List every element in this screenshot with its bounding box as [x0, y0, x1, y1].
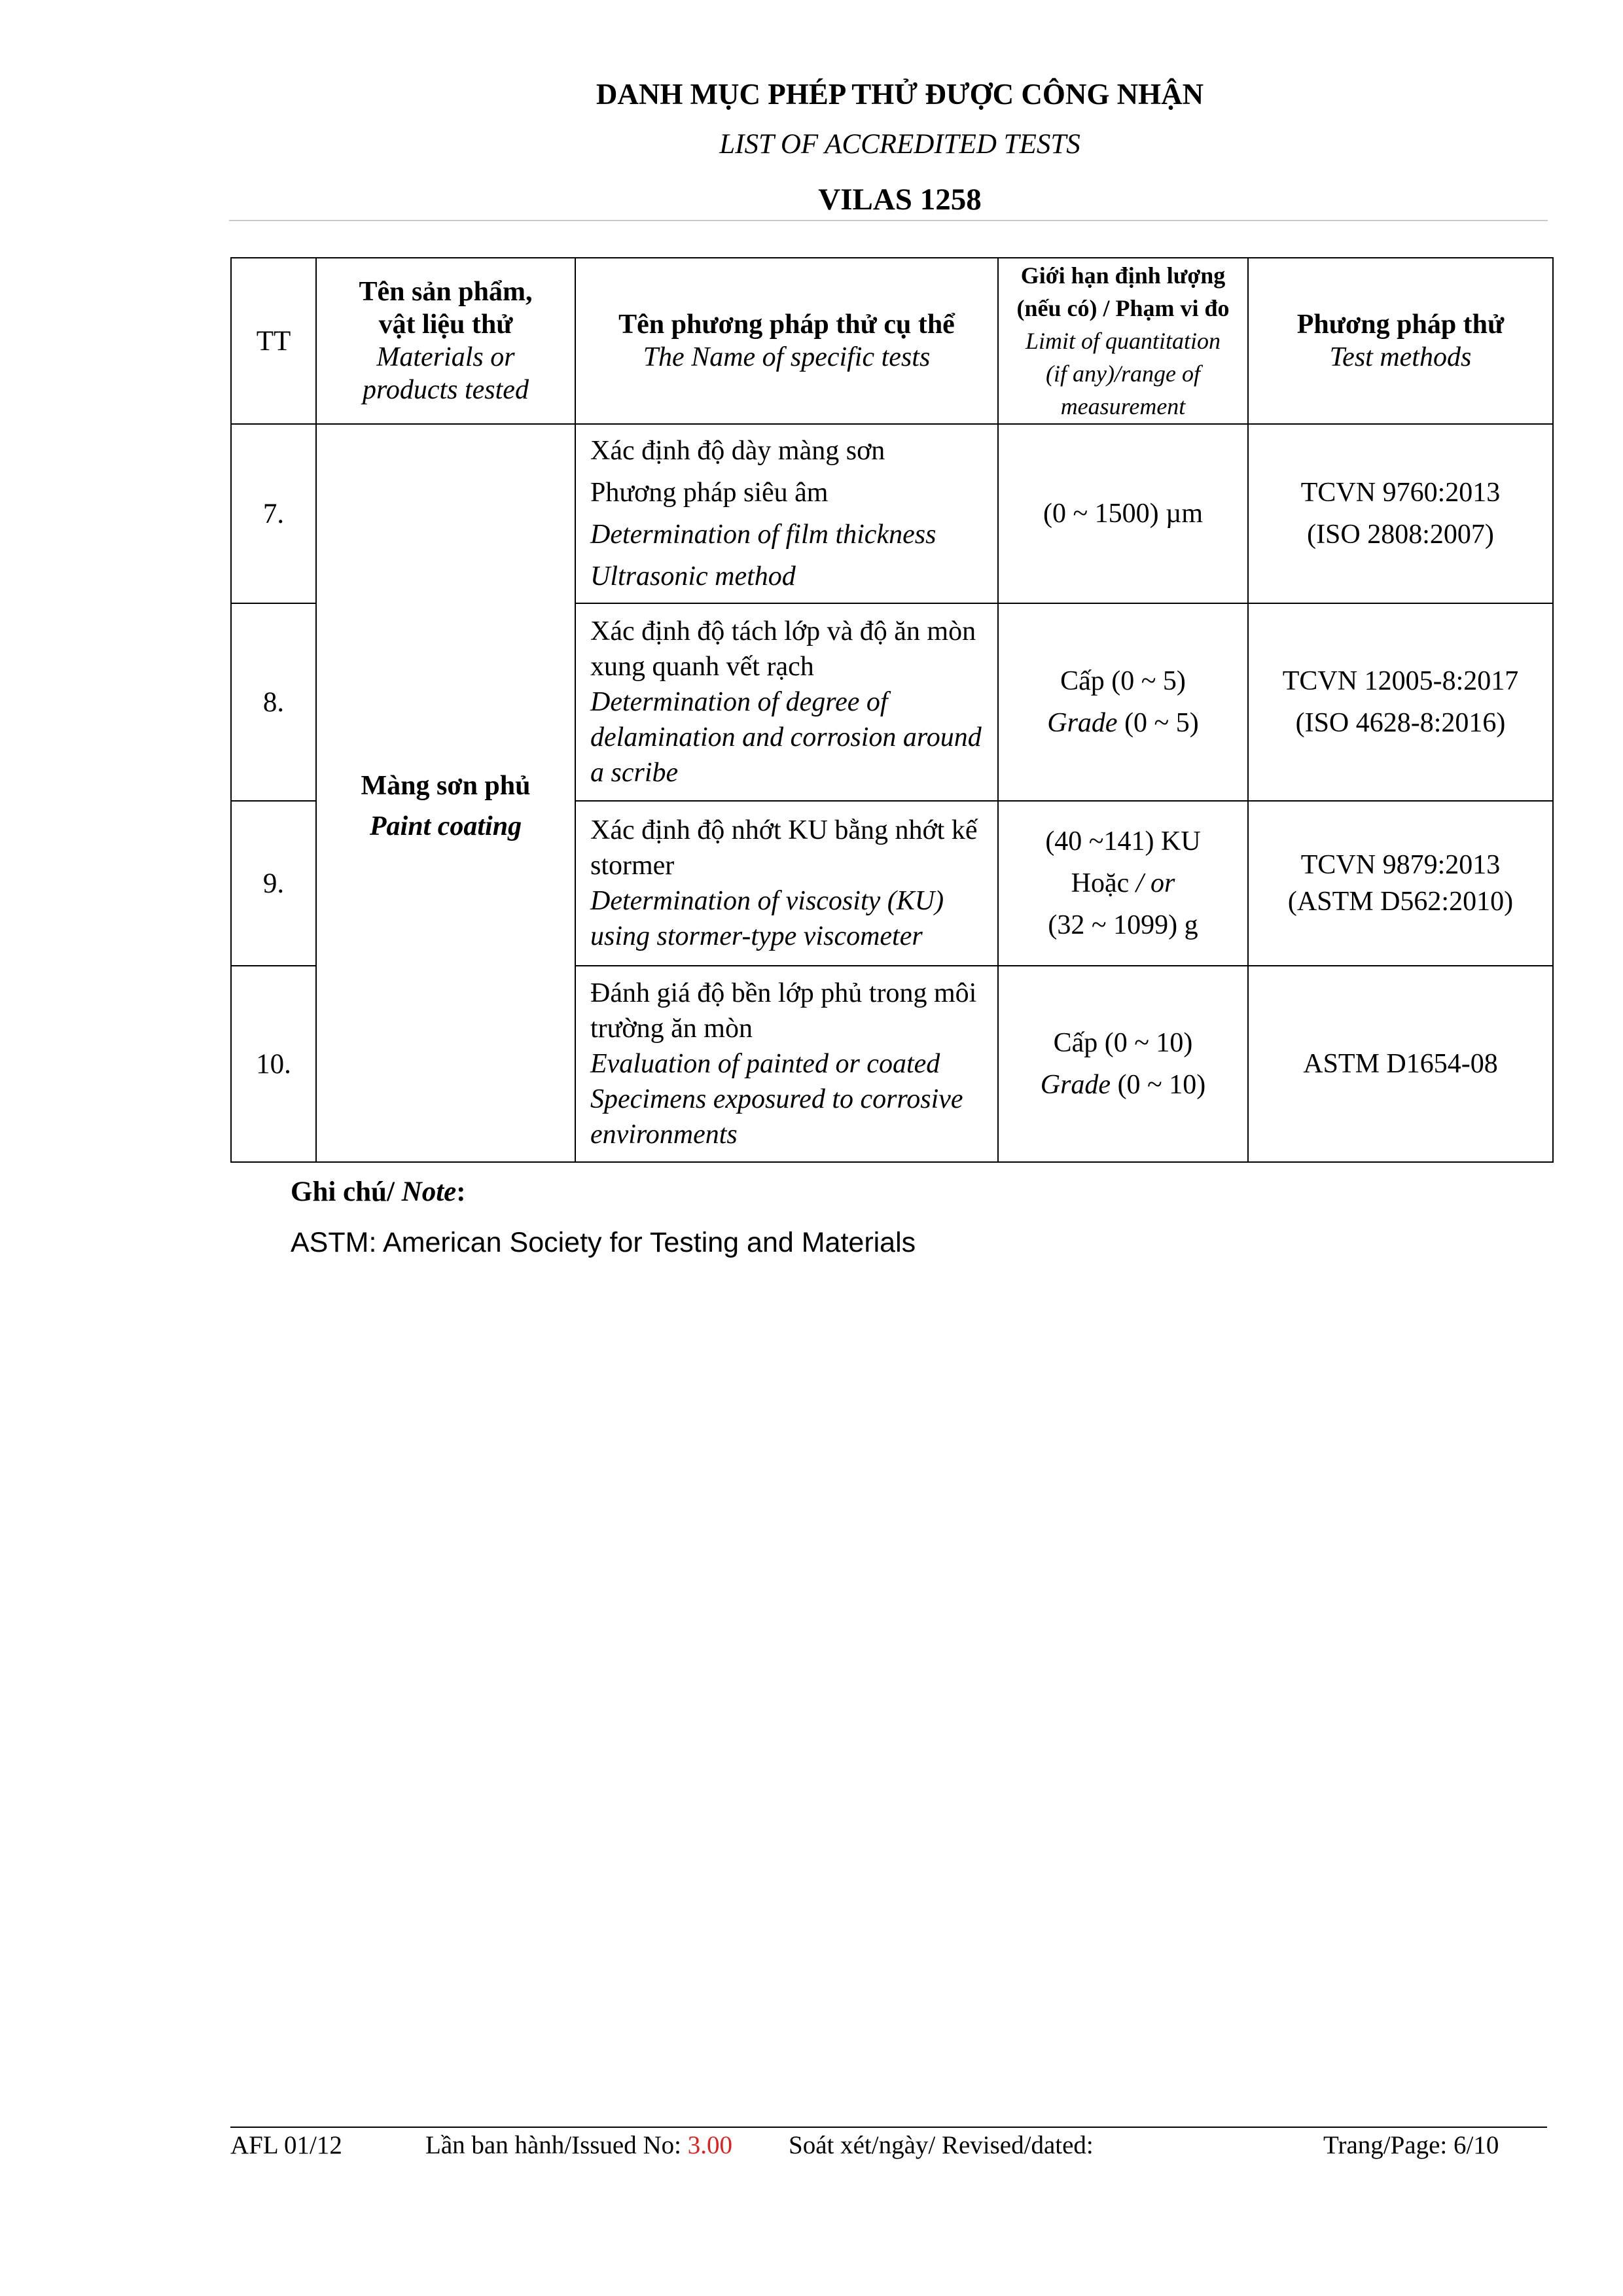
header-test-name [575, 258, 998, 424]
table-header-row [231, 258, 1553, 424]
limit-cell [998, 801, 1248, 966]
header-tt: TT [231, 258, 316, 424]
document-subtitle: LIST OF ACCREDITED TESTS [719, 129, 1080, 160]
test-name-vn: Xác định độ nhớt KU bằng nhớt kế stormer [590, 815, 978, 881]
header-materials-vn-1: Tên sản phẩm, [359, 277, 533, 307]
method-equivalent: (ISO 4628-8:2016) [1295, 708, 1506, 738]
header-limit-en-2: (if any)/range of [1046, 361, 1200, 387]
method-equivalent: (ASTM D562:2010) [1287, 887, 1514, 917]
method-standard: TCVN 9760:2013 [1300, 478, 1501, 508]
method-standard: ASTM D1654-08 [1303, 1049, 1498, 1079]
row-number: 7. [231, 424, 316, 603]
test-name-cell [575, 603, 998, 801]
footer-revised: Soát xét/ngày/ Revised/dated: [789, 2131, 1094, 2159]
footer-divider [230, 2127, 1547, 2128]
header-materials-en-2: products tested [363, 375, 529, 405]
limit-grade-label: Grade [1040, 1070, 1111, 1100]
limit-grade-range: (0 ~ 5) [1117, 708, 1199, 738]
method-cell [1248, 424, 1553, 603]
header-test-name-en: The Name of specific tests [643, 342, 931, 372]
limit-or-en: / or [1135, 868, 1175, 898]
method-standard: TCVN 9879:2013 [1300, 850, 1501, 880]
test-name-cell [575, 424, 998, 603]
footer-issue-number: 3.00 [687, 2131, 732, 2159]
document-title: DANH MỤC PHÉP THỬ ĐƯỢC CÔNG NHẬN [596, 78, 1204, 111]
header-method-vn: Phương pháp thử [1296, 309, 1505, 340]
header-limit-vn-1: Giới hạn định lượng [1020, 262, 1226, 289]
limit-range-ku: (40 ~141) KU [1045, 826, 1201, 857]
footer-page-number: Trang/Page: 6/10 [1323, 2131, 1499, 2159]
material-cell [316, 424, 575, 1162]
limit-range-g: (32 ~ 1099) g [1048, 910, 1198, 940]
test-name-en: Determination of degree of delamination and corrosion around a scribe [590, 687, 982, 788]
limit-cell [998, 966, 1248, 1162]
test-name-en-2: Ultrasonic method [590, 561, 796, 592]
limit-grade [999, 702, 1247, 744]
header-method-en: Test methods [1329, 342, 1472, 372]
header-limit-en-1: Limit of quantitation [1025, 328, 1221, 354]
material-en: Paint coating [369, 811, 522, 841]
note-text: ASTM: American Society for Testing and Materials [291, 1227, 916, 1258]
note-title [291, 1176, 466, 1208]
test-name-en-1: Determination of film thickness [590, 520, 936, 550]
method-cell [1248, 966, 1553, 1162]
accreditation-code: VILAS 1258 [818, 183, 982, 217]
limit-range: Cấp (0 ~ 5) [1060, 666, 1186, 696]
limit-grade [999, 1064, 1247, 1106]
header-limit-vn-2: (nếu có) / Phạm vi đo [1016, 295, 1230, 321]
limit-or-vn: Hoặc [1071, 868, 1136, 898]
test-name-vn: Xác định độ tách lớp và độ ăn mòn xung quanh vết rạch [590, 616, 976, 682]
header-test-name-vn: Tên phương pháp thử cụ thể [618, 309, 955, 340]
row-number: 10. [231, 966, 316, 1162]
header-limit-en-3: measurement [1060, 393, 1186, 419]
row-number: 9. [231, 801, 316, 966]
note-title-en: Note [401, 1176, 457, 1207]
material-vn: Màng sơn phủ [361, 771, 531, 801]
header-divider [229, 220, 1548, 221]
limit-range: Cấp (0 ~ 10) [1053, 1028, 1193, 1058]
limit-cell [998, 603, 1248, 801]
method-cell [1248, 801, 1553, 966]
test-name-en: Evaluation of painted or coated Specimens exposured to corrosive environments [590, 1049, 963, 1150]
test-name-en: Determination of viscosity (KU) using stormer-type viscometer [590, 886, 944, 951]
method-cell [1248, 603, 1553, 801]
accredited-tests-table [230, 257, 1554, 1163]
test-name-cell [575, 801, 998, 966]
header-materials-vn-2: vật liệu thử [378, 309, 513, 340]
limit-range: (0 ~ 1500) µm [1043, 499, 1204, 529]
method-equivalent: (ISO 2808:2007) [1307, 520, 1494, 550]
footer-issue-label: Lần ban hành/Issued No: [425, 2131, 688, 2159]
limit-cell [998, 424, 1248, 603]
header-limit [998, 258, 1248, 424]
limit-grade-label: Grade [1047, 708, 1118, 738]
table-row [231, 424, 1553, 603]
limit-or [999, 862, 1247, 904]
row-number: 8. [231, 603, 316, 801]
footer-issue [425, 2130, 732, 2160]
test-name-vn-1: Xác định độ dày màng sơn [590, 436, 885, 466]
test-name-vn: Đánh giá độ bền lớp phủ trong môi trường ăn mòn [590, 978, 977, 1044]
test-name-cell [575, 966, 998, 1162]
note-title-vn: Ghi chú/ [291, 1176, 402, 1207]
method-standard: TCVN 12005-8:2017 [1282, 666, 1519, 696]
header-test-method [1248, 258, 1553, 424]
limit-grade-range: (0 ~ 10) [1111, 1070, 1206, 1100]
header-materials-en-1: Materials or [376, 342, 515, 372]
footer-form-code: AFL 01/12 [230, 2131, 342, 2159]
header-materials [316, 258, 575, 424]
note-colon: : [456, 1176, 466, 1207]
test-name-vn-2: Phương pháp siêu âm [590, 478, 829, 508]
